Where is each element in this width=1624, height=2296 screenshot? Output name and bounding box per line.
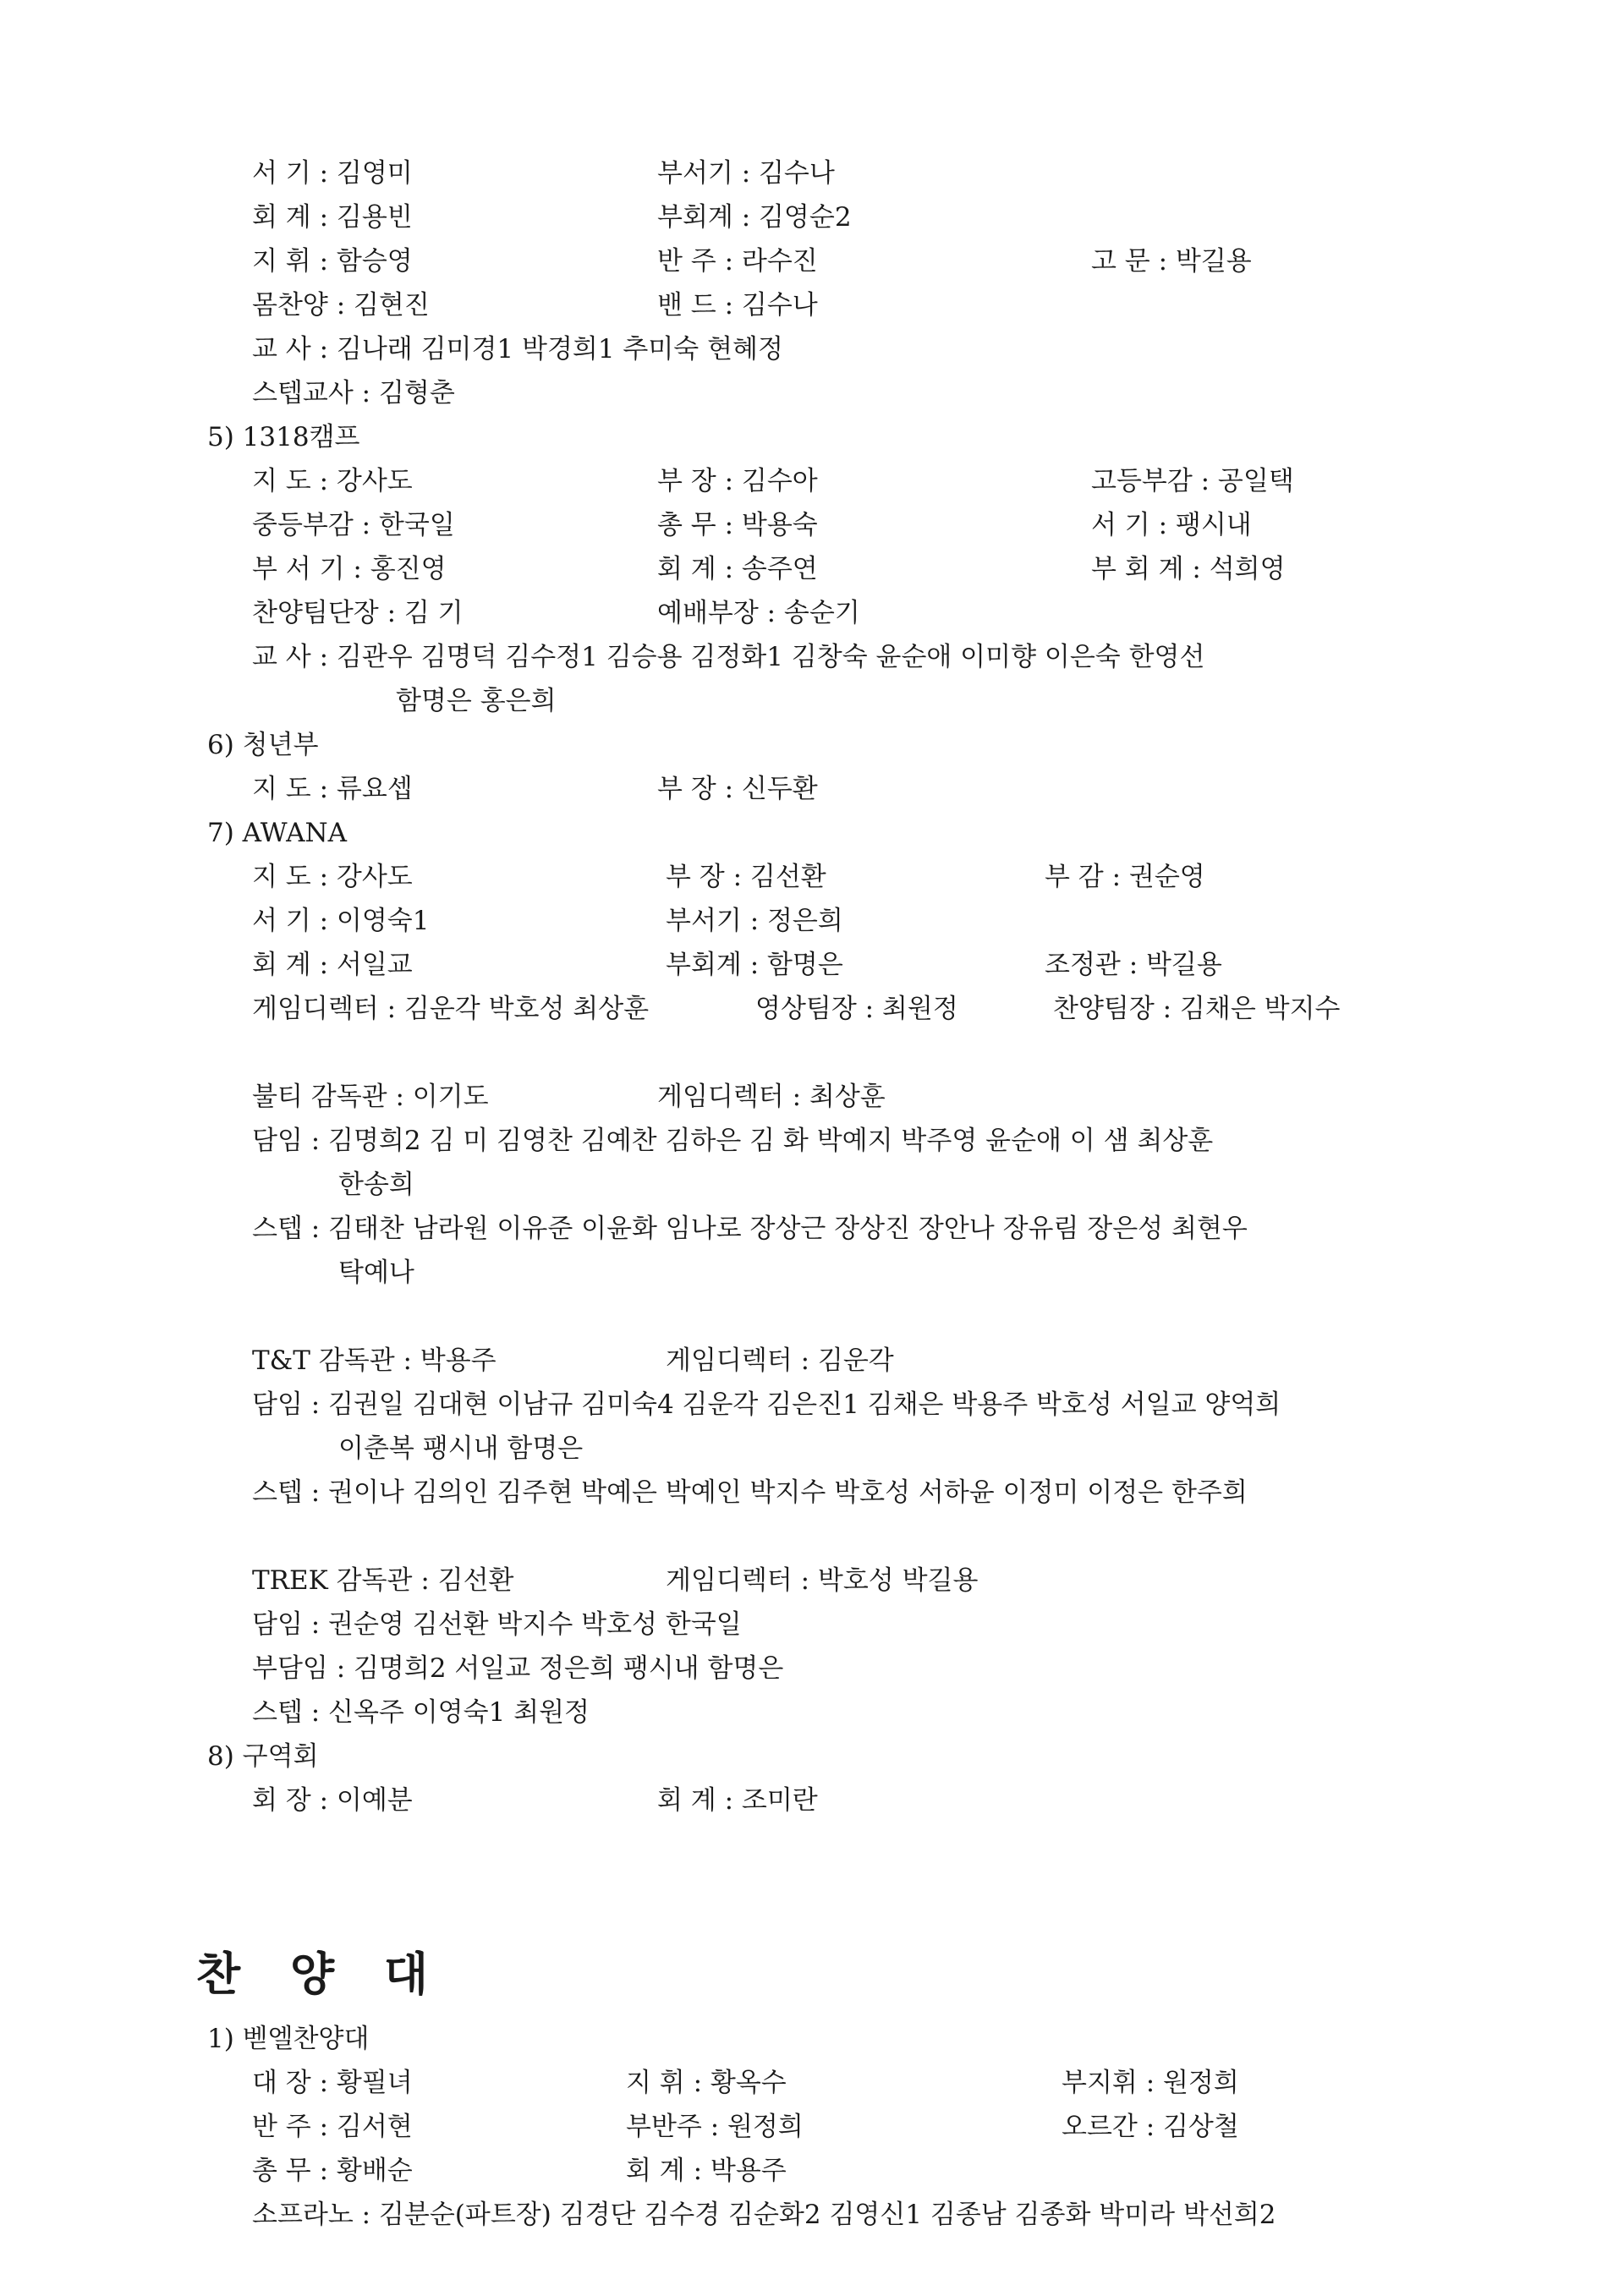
choir-accompanist: 반 주 : 김서현	[252, 2112, 413, 2142]
choir-soprano-line: 소프라노 : 김분순(파트장) 김경단 김수경 김순화2 김영신1 김종남 김종화 박미라 박선희2	[252, 2200, 1276, 2230]
tnt-supervisor: T&T 감독관 : 박용주	[252, 1345, 497, 1376]
camp-treasurer: 회 계 : 송주연	[657, 554, 818, 584]
officer-secretary: 서 기 : 김영미	[252, 158, 413, 189]
awana-treasurer: 회 계 : 서일교	[252, 950, 413, 980]
section-district: 8) 구역회	[207, 1741, 319, 1772]
choir-vice-accompanist: 부반주 : 원정희	[626, 2112, 804, 2142]
trek-staff-line: 스텝 : 신옥주 이영숙1 최원정	[252, 1697, 590, 1728]
camp-high-school-supervisor: 고등부감 : 공일택	[1091, 466, 1294, 496]
tnt-homeroom-continued: 이춘복 팽시내 함명은	[338, 1433, 584, 1464]
officer-band: 밴 드 : 김수나	[657, 290, 818, 321]
trek-game-directors: 게임디렉터 : 박호성 박길용	[666, 1565, 979, 1596]
camp-general-affairs: 총 무 : 박용숙	[657, 510, 818, 540]
choir-treasurer: 회 계 : 박용주	[626, 2156, 787, 2186]
tnt-game-director: 게임디렉터 : 김운각	[666, 1345, 894, 1376]
camp-vice-treasurer: 부 회 계 : 석희영	[1091, 554, 1286, 584]
camp-secretary: 서 기 : 팽시내	[1091, 510, 1252, 540]
staff-teacher-line: 스텝교사 : 김형춘	[252, 378, 455, 408]
trek-homeroom-line: 담임 : 권순영 김선환 박지수 박호성 한국일	[252, 1609, 742, 1640]
officer-conductor: 지 휘 : 함승영	[252, 246, 413, 277]
youth-director: 지 도 : 류요셉	[252, 774, 413, 804]
youth-head: 부 장 : 신두환	[657, 774, 818, 804]
camp-teachers-continued: 함명은 홍은희	[396, 686, 557, 716]
sparks-game-director: 게임디렉터 : 최상훈	[657, 1082, 886, 1112]
section-youth: 6) 청년부	[207, 730, 319, 760]
trek-supervisor: TREK 감독관 : 김선환	[252, 1565, 514, 1596]
sparks-supervisor: 불티 감독관 : 이기도	[252, 1082, 489, 1112]
awana-head: 부 장 : 김선환	[666, 862, 826, 892]
choir-conductor: 지 휘 : 황옥수	[626, 2068, 787, 2098]
tnt-homeroom-line: 담임 : 김권일 김대현 이남규 김미숙4 김운각 김은진1 김채은 박용주 박호성 서일교 양억희	[252, 1389, 1281, 1420]
choir-general-affairs: 총 무 : 황배순	[252, 2156, 413, 2186]
sparks-homeroom-continued: 한송희	[338, 1170, 414, 1200]
awana-vice-treasurer: 부회계 : 함명은	[666, 950, 843, 980]
tnt-staff-line: 스텝 : 권이나 김의인 김주현 박예은 박예인 박지수 박호성 서하윤 이정미 이정은 한주희	[252, 1477, 1248, 1508]
awana-praise-team-leader: 찬양팀장 : 김채은 박지수	[1053, 994, 1341, 1024]
officer-advisor: 고 문 : 박길용	[1091, 246, 1252, 277]
section-bethel-choir: 1) 벧엘찬양대	[207, 2024, 370, 2054]
section-heading-choir: 찬 양 대	[196, 1948, 446, 2001]
awana-game-directors: 게임디렉터 : 김운각 박호성 최상훈	[252, 994, 650, 1024]
officer-treasurer: 회 계 : 김용빈	[252, 202, 413, 233]
camp-head: 부 장 : 김수아	[657, 466, 818, 496]
choir-vice-conductor: 부지휘 : 원정희	[1062, 2068, 1239, 2098]
awana-director: 지 도 : 강사도	[252, 862, 413, 892]
trek-assistant-homeroom-line: 부담임 : 김명희2 서일교 정은희 팽시내 함명은	[252, 1653, 784, 1684]
district-president: 회 장 : 이예분	[252, 1785, 413, 1816]
sparks-staff-line: 스텝 : 김태찬 남라원 이유준 이윤화 임나로 장상근 장상진 장안나 장유림 장은성 최현우	[252, 1214, 1248, 1244]
camp-middle-school-supervisor: 중등부감 : 한국일	[252, 510, 455, 540]
awana-coordinator: 조정관 : 박길용	[1045, 950, 1222, 980]
camp-teachers-line: 교 사 : 김관우 김명덕 김수정1 김승용 김정화1 김창숙 윤순애 이미향 이은숙 한영선	[252, 642, 1205, 672]
awana-vice-supervisor: 부 감 : 권순영	[1045, 862, 1205, 892]
sparks-homeroom-line: 담임 : 김명희2 김 미 김영찬 김예찬 김하은 김 화 박예지 박주영 윤순애 이 샘 최상훈	[252, 1126, 1214, 1156]
awana-vice-secretary: 부서기 : 정은희	[666, 906, 843, 936]
officer-vice-treasurer: 부회계 : 김영순2	[657, 202, 852, 233]
officer-accompanist: 반 주 : 라수진	[657, 246, 818, 277]
sparks-staff-continued: 탁예나	[338, 1258, 414, 1288]
camp-worship-head: 예배부장 : 송순기	[657, 598, 860, 628]
camp-praise-team-leader: 찬양팀단장 : 김 기	[252, 598, 464, 628]
section-1318-camp: 5) 1318캠프	[207, 422, 360, 452]
awana-video-team-leader: 영상팀장 : 최원정	[755, 994, 958, 1024]
district-treasurer: 회 계 : 조미란	[657, 1785, 818, 1816]
choir-organist: 오르간 : 김상철	[1062, 2112, 1239, 2142]
section-awana: 7) AWANA	[207, 818, 348, 848]
camp-director: 지 도 : 강사도	[252, 466, 413, 496]
officer-vice-secretary: 부서기 : 김수나	[657, 158, 835, 189]
awana-secretary: 서 기 : 이영숙1	[252, 906, 430, 936]
officer-praise-dance: 몸찬양 : 김현진	[252, 290, 430, 321]
choir-leader: 대 장 : 황필녀	[252, 2068, 413, 2098]
teachers-line: 교 사 : 김나래 김미경1 박경희1 추미숙 현혜정	[252, 334, 783, 364]
camp-vice-secretary: 부 서 기 : 홍진영	[252, 554, 447, 584]
